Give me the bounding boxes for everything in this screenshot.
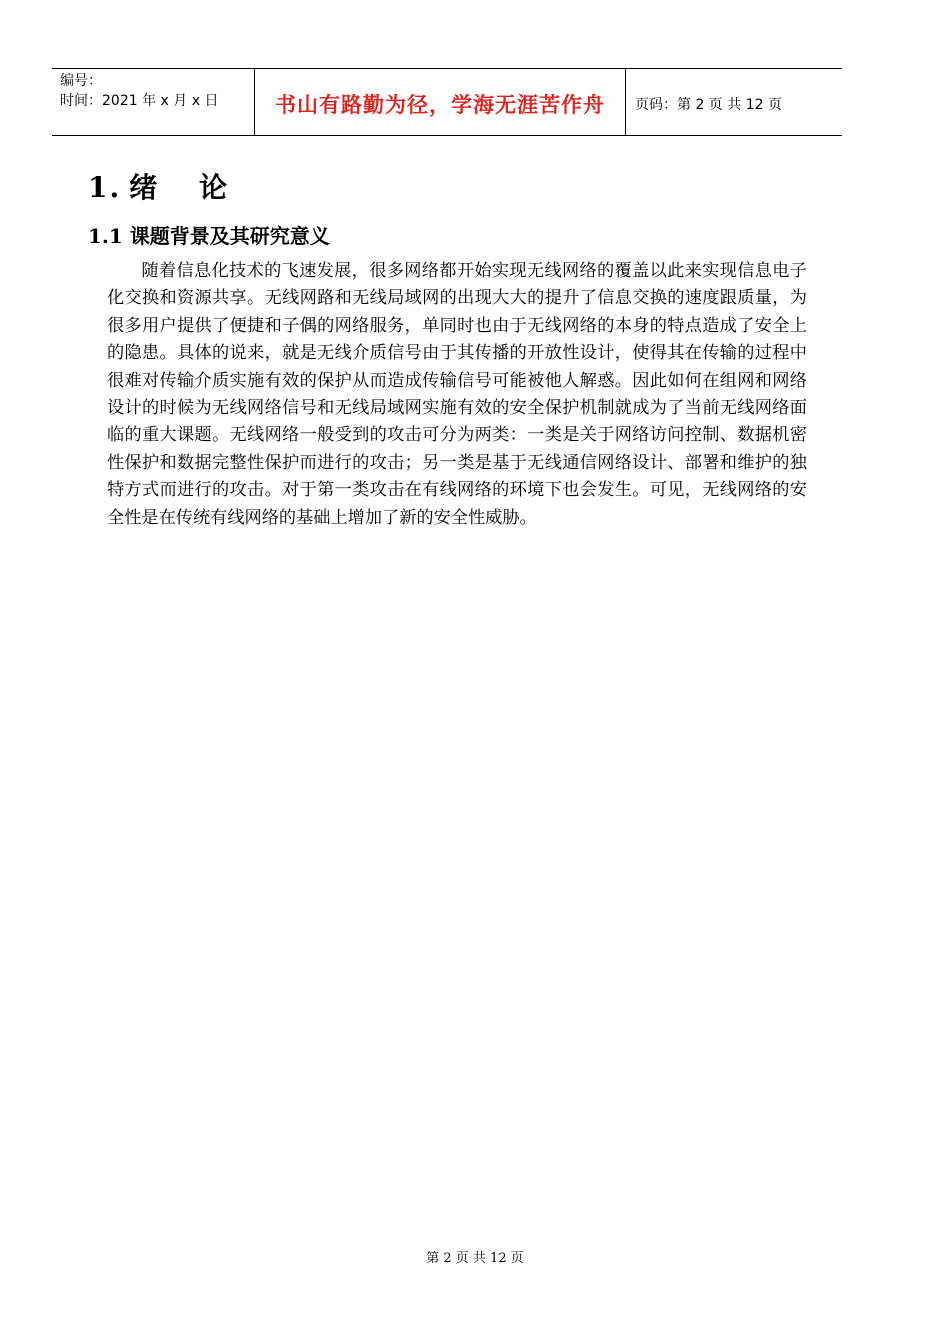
header-meta-cell [52,69,255,135]
page-footer: 第 2 页 共 12 页 [426,1251,524,1266]
body-paragraph: 随着信息化技术的飞速发展，很多网络都开始实现无线网络的覆盖以此来实现信息电子化交换和资源共享。无线网路和无线局域网的出现大大的提升了信息交换的速度跟质量，为很多用户提供了便捷和子偶的网络服务，单同时也由于无线网络的本身的特点造成了安全上的隐患。具体的说来，就是无线介质信号由于其传播的开放性设计，使得其在传输的过程中很难对传输介质实施有效的保护从而造成传输信号可能被他人解惑。因此如何在组网和网络设计的时候为无线网络信号和无线局域网实施有效的安全保护机制就成为了当前无线网络面临的重大课题。无线网络一般受到的攻击可分为两类：一类是关于网络访问控制、数据机密性保护和数据完整性保护而进行的攻击；另一类是基于无线通信网络设计、部署和维护的独特方式而进行的攻击。对于第一类攻击在有线网络的环境下也会发生。可见，无线网络的安全性是在传统有线网络的基础上增加了新的安全性威胁。 [107,261,807,528]
section-heading: 1.1 课题背景及其研究意义 [88,224,330,248]
time-label: 时间：2021 年 x 月 x 日 [60,93,219,109]
page-info-cell [626,69,842,135]
chapter-number: 1. [88,171,122,204]
chapter-heading [88,166,243,206]
chapter-title: 绪 论 [129,171,243,204]
motto-text: 书山有路勤为径，学海无涯苦作舟 [275,93,605,117]
number-label: 编号： [60,73,102,89]
page-header [52,68,842,136]
motto-cell [255,69,626,135]
page-info-text: 页码：第 2 页 共 12 页 [635,97,782,113]
